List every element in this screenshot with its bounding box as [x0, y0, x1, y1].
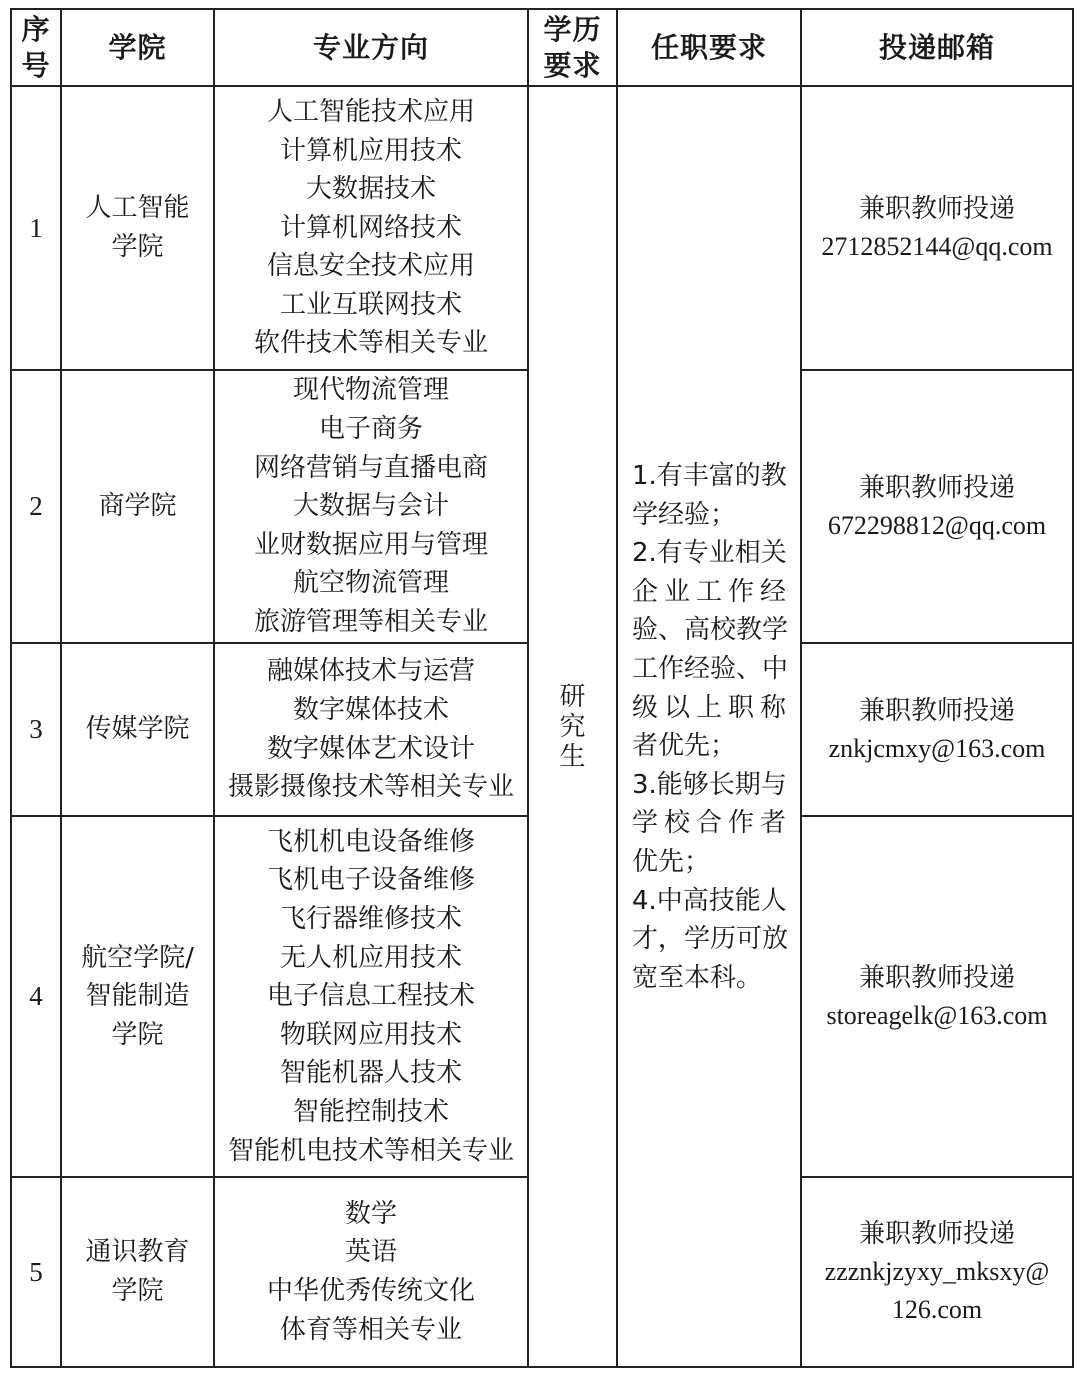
row-3-college-line: 传媒学院 — [85, 714, 190, 745]
requirements-line: 学经验； — [632, 499, 737, 530]
row-4-index-value: 4 — [29, 981, 43, 1011]
major-item: 物联网应用技术 — [279, 1019, 462, 1050]
major-item: 网络营销与直播电商 — [253, 452, 488, 483]
requirements-cell — [632, 457, 792, 997]
row-1-email-address[interactable]: 2712852144@qq.com — [821, 232, 1053, 261]
requirements-line: 4.中高技能人 — [632, 885, 787, 916]
requirements-line: 级以上职称 — [632, 692, 793, 723]
row-1-index — [12, 87, 60, 369]
major-item: 工业互联网技术 — [279, 289, 462, 320]
requirements-line: 验、高校教学 — [632, 615, 789, 646]
row-2-index-value: 2 — [29, 491, 43, 521]
header-index-line-1: 序 — [21, 12, 51, 46]
row-3-email-address[interactable]: znkjcmxy@163.com — [828, 733, 1046, 763]
major-item: 大数据与会计 — [292, 491, 449, 522]
header-degree-line-2: 要求 — [543, 48, 602, 82]
row-5-email — [802, 1178, 1072, 1366]
major-item: 数字媒体技术 — [292, 694, 449, 725]
major-item: 计算机网络技术 — [279, 212, 462, 243]
major-item: 大数据技术 — [305, 174, 436, 205]
row-5-college-line: 学院 — [111, 1276, 164, 1306]
requirements-line: 者优先； — [632, 731, 737, 762]
major-item: 融媒体技术与运营 — [266, 656, 475, 687]
row-3-email — [802, 644, 1072, 815]
major-item: 飞行器维修技术 — [279, 904, 462, 935]
major-item: 计算机应用技术 — [279, 135, 462, 166]
row-4-college-line: 学院 — [111, 1019, 164, 1050]
row-1-majors — [215, 87, 527, 369]
row-3-index — [12, 644, 60, 815]
requirements-line: 3.能够长期与 — [632, 769, 787, 800]
header-email — [802, 10, 1072, 85]
row-3-email-label: 兼职教师投递 — [858, 695, 1015, 726]
header-requirements — [618, 10, 800, 85]
major-item: 信息安全技术应用 — [266, 251, 475, 282]
row-2-email — [802, 371, 1072, 642]
major-item: 智能机电技术等相关专业 — [227, 1135, 514, 1166]
row-4-email — [802, 817, 1072, 1176]
major-item: 中华优秀传统文化 — [266, 1276, 475, 1306]
major-item: 业财数据应用与管理 — [253, 529, 488, 560]
major-item: 智能机器人技术 — [279, 1058, 462, 1089]
requirements-line: 学校合作者 — [632, 808, 793, 839]
row-5-email-address-line-1[interactable]: zzznkjzyxy_mksxy@ — [824, 1257, 1050, 1286]
row-4-college — [62, 817, 213, 1176]
row-3-index-value: 3 — [29, 714, 43, 744]
major-item: 体育等相关专业 — [279, 1314, 462, 1345]
major-item: 英语 — [344, 1237, 397, 1268]
row-5-index-value: 5 — [29, 1256, 43, 1287]
row-1-index-value: 1 — [29, 212, 43, 243]
border-right — [1072, 8, 1074, 1368]
header-major — [215, 10, 527, 85]
row-4-college-line: 航空学院/ — [81, 942, 194, 973]
header-degree-line-1: 学历 — [543, 12, 602, 46]
degree-char-3: 生 — [559, 741, 586, 772]
degree-char-2: 究 — [559, 711, 586, 742]
degree-cell — [529, 87, 616, 1366]
header-requirements-label: 任职要求 — [650, 30, 767, 64]
header-index-line-2: 号 — [21, 48, 51, 82]
row-1-college — [62, 87, 213, 369]
row-1-college-line: 人工智能 — [85, 193, 190, 224]
major-item: 数字媒体艺术设计 — [266, 733, 475, 764]
row-2-college — [62, 371, 213, 642]
major-item: 航空物流管理 — [292, 568, 449, 599]
requirements-line: 优先； — [632, 846, 711, 877]
row-4-index — [12, 817, 60, 1176]
requirements-line: 企业工作经 — [632, 576, 793, 607]
row-4-college-line: 智能制造 — [85, 981, 190, 1012]
requirements-line: 才，学历可放 — [632, 924, 789, 955]
header-major-label: 专业方向 — [312, 30, 429, 64]
row-2-college-line: 商学院 — [98, 491, 177, 522]
major-item: 旅游管理等相关专业 — [253, 606, 488, 637]
major-item: 数学 — [344, 1198, 397, 1229]
header-college-label: 学院 — [108, 30, 167, 64]
degree-char-1: 研 — [559, 681, 586, 712]
major-item: 电子信息工程技术 — [266, 981, 475, 1012]
row-4-email-address[interactable]: storeagelk@163.com — [826, 1000, 1048, 1030]
major-item: 人工智能技术应用 — [266, 96, 475, 127]
row-2-email-address[interactable]: 672298812@qq.com — [827, 510, 1047, 540]
row-3-college — [62, 644, 213, 815]
row-5-email-label: 兼职教师投递 — [858, 1219, 1015, 1249]
row-5-email-address-line-2[interactable]: 126.com — [891, 1295, 983, 1324]
row-3-majors — [215, 644, 527, 815]
row-5-index — [12, 1178, 60, 1366]
row-5-college-line: 通识教育 — [85, 1237, 190, 1268]
major-item: 飞机电子设备维修 — [266, 865, 475, 896]
row-5-majors — [215, 1178, 527, 1366]
row-1-email-label: 兼职教师投递 — [858, 194, 1015, 224]
requirements-line: 宽至本科。 — [632, 962, 763, 993]
requirements-line: 2.有专业相关 — [632, 538, 787, 569]
header-college — [62, 10, 213, 85]
major-item: 飞机机电设备维修 — [266, 826, 475, 857]
requirements-line: 1.有丰富的教 — [632, 461, 787, 491]
major-item: 无人机应用技术 — [279, 942, 462, 973]
row-4-majors — [215, 817, 527, 1176]
row-1-college-line: 学院 — [111, 232, 164, 262]
major-item: 现代物流管理 — [292, 375, 449, 406]
border-bottom — [10, 1366, 1074, 1368]
row-5-college — [62, 1178, 213, 1366]
col-divider-4 — [616, 8, 618, 1368]
header-email-label: 投递邮箱 — [878, 30, 995, 64]
major-item: 智能控制技术 — [292, 1096, 449, 1127]
row-1-email — [802, 87, 1072, 369]
row-2-majors — [215, 371, 527, 642]
row-4-email-label: 兼职教师投递 — [858, 962, 1015, 993]
major-item: 摄影摄像技术等相关专业 — [227, 772, 514, 803]
requirements-line: 工作经验、中 — [632, 653, 789, 684]
row-2-index — [12, 371, 60, 642]
major-item: 软件技术等相关专业 — [253, 328, 488, 359]
major-item: 电子商务 — [318, 414, 423, 445]
row-2-email-label: 兼职教师投递 — [858, 472, 1015, 503]
header-index — [12, 10, 60, 85]
header-degree — [529, 10, 616, 85]
